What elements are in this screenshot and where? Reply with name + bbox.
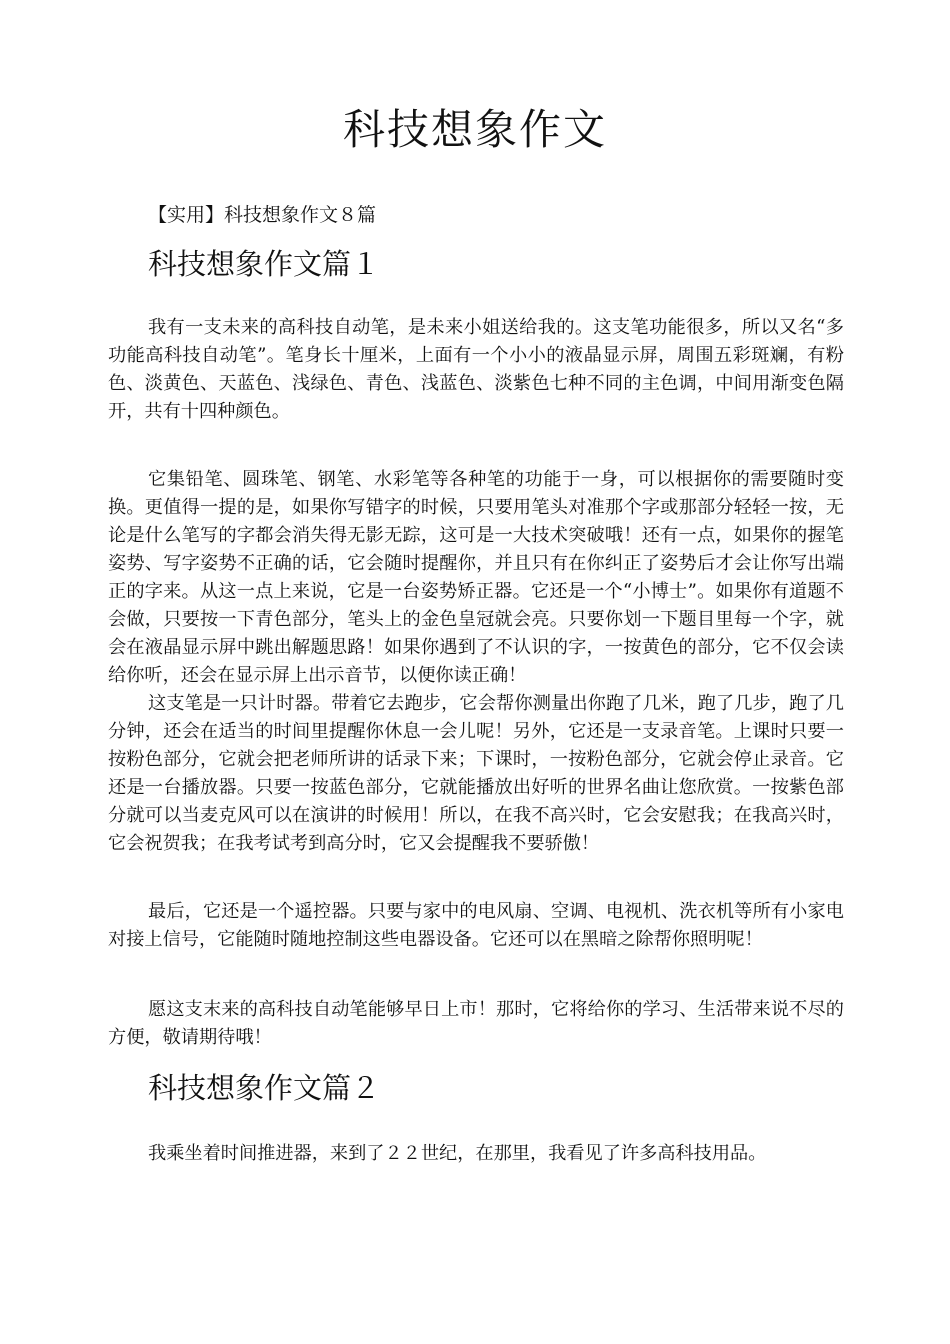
paragraph-1-5: 愿这支末来的高科技自动笔能够早日上市！那时，它将给你的学习、生活带来说不尽的方便，敬请期待哦！: [108, 999, 844, 1048]
section-heading-1: 科技想象作文篇１: [148, 247, 381, 281]
paragraph-1-2: 它集铅笔、圆珠笔、钢笔、水彩笔等各种笔的功能于一身，可以根据你的需要随时变换。更值得一提的是，如果你写错字的时候，只要用笔头对准那个字或那部分轻轻一按，无论是什么笔写的字都会消失得无影无踪，这可是一大技术突破哦！还有一点，如果你的握笔姿势、写字姿势不正确的话，它会随时提醒你，并且只有在你纠正了姿势后才会让你写出端正的字来。从这一点上来说，它是一台姿势矫正器。它还是一个“小博士”。如果你有道题不会做，只要按一下青色部分，笔头上的金色皇冠就会亮。只要你划一下题目里每一个字，就会在液晶显示屏中跳出解题思路！如果你遇到了不认识的字，一按黄色的部分，它不仅会读给你听，还会在显示屏上出示音节，以便你读正确！: [108, 469, 844, 686]
paragraph-1-4: 最后，它还是一个遥控器。只要与家中的电风扇、空调、电视机、洗衣机等所有小家电对接上信号，它能随时随地控制这些电器设备。它还可以在黑暗之除帮你照明呢！: [108, 901, 844, 950]
paragraph-1-1: 我有一支未来的高科技自动笔，是未来小姐送给我的。这支笔功能很多，所以又名“多功能高科技自动笔”。笔身长十厘米，上面有一个小小的液晶显示屏，周围五彩斑斓，有粉色、淡黄色、天蓝色、浅绿色、青色、浅蓝色、淡紫色七种不同的主色调，中间用渐变色隔开，共有十四种颜色。: [108, 317, 844, 422]
paragraph-1-3: 这支笔是一只计时器。带着它去跑步，它会帮你测量出你跑了几米，跑了几步，跑了几分钟，还会在适当的时间里提醒你休息一会儿呢！另外，它还是一支录音笔。上课时只要一按粉色部分，它就会把老师所讲的话录下来；下课时，一按粉色部分，它就会停止录音。它还是一台播放器。只要一按蓝色部分，它就能播放出好听的世界名曲让您欣赏。一按紫色部分就可以当麦克风可以在演讲的时候用！所以，在我不高兴时，它会安慰我；在我高兴时，它会祝贺我；在我考试考到高分时，它又会提醒我不要骄傲！: [108, 693, 844, 854]
paragraph-2-1: 我乘坐着时间推进器，来到了２２世纪，在那里，我看见了许多高科技用品。: [148, 1143, 767, 1164]
document-subtitle: 【实用】科技想象作文８篇: [148, 204, 377, 226]
section-heading-2: 科技想象作文篇２: [148, 1071, 381, 1105]
document-title: 科技想象作文: [342, 105, 607, 154]
